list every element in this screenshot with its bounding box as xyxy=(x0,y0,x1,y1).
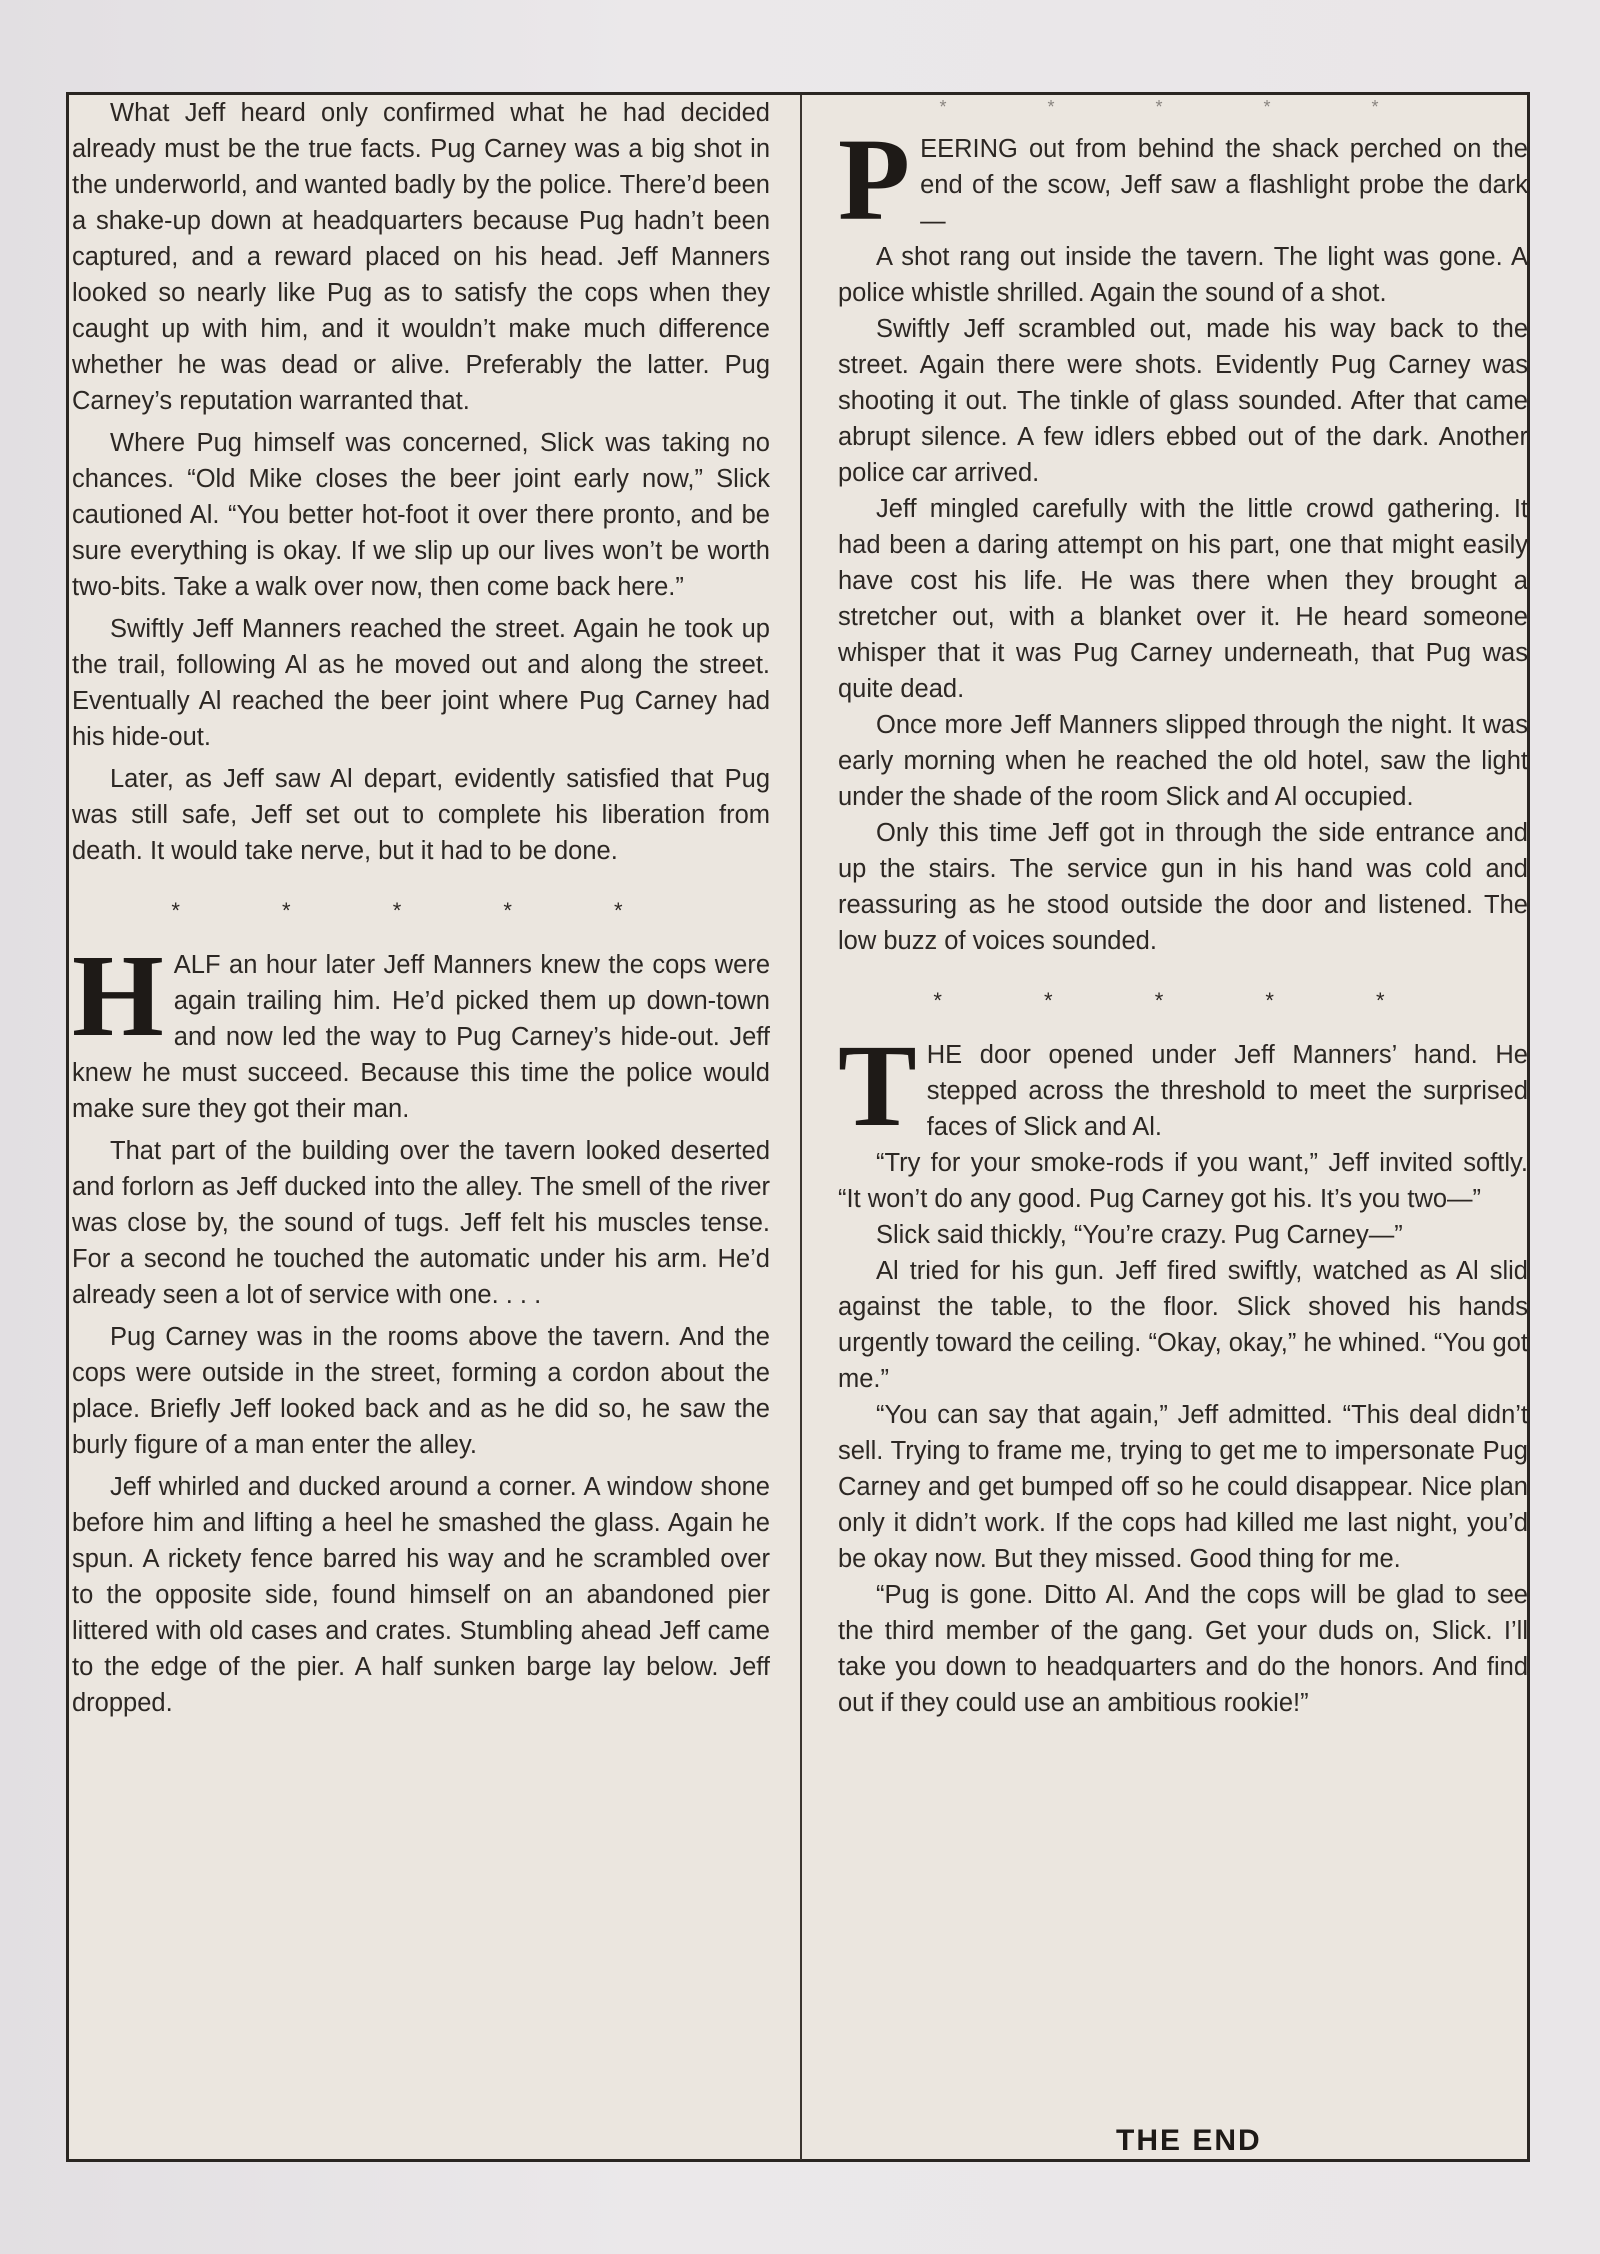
paragraph: Later, as Jeff saw Al depart, evidently satisfied that Pug was still safe, Jeff set out to complete his liberation from death. It would take nerve, but it had to be done. xyxy=(72,765,770,865)
paragraph: Pug Carney was in the rooms above the tavern. And the cops were outside in the street, forming a cordon about the place. Briefly Jeff looked back and as he did so, he saw the burly figure of a man enter the alley. xyxy=(72,1323,770,1459)
paragraph: Al tried for his gun. Jeff fired swiftly, watched as Al slid against the table, to the floor. Slick shoved his hands urgently toward the ceiling. “Okay, okay,” he whined. “You got me.” xyxy=(838,1257,1528,1393)
paragraph: “Pug is gone. Ditto Al. And the cops will be glad to see the third member of the gang. Get your duds on, Slick. I’ll take you down to headquarters and do the honors. And find out if they could use an ambitious rookie!” xyxy=(838,1581,1528,1717)
left-column xyxy=(72,95,770,1721)
drop-cap: H xyxy=(72,930,164,1061)
drop-cap: P xyxy=(838,114,911,245)
dropcap-paragraph xyxy=(838,1020,1528,1151)
paragraph: Jeff whirled and ducked around a corner. A window shone before him and lifting a heel he smashed the glass. Again he spun. A rickety fence barred his way and he scrambled over to the opposite side, found himself on an abandoned pier littered with old cases and crates. Stumbling ahead Jeff came to the edge of the pier. A half sunken barge lay below. Jeff dropped. xyxy=(72,1473,770,1717)
right-column xyxy=(838,95,1528,1721)
paragraph-text: ALF an hour later Jeff Manners knew the cops were again trailing him. He’d picked them up down-town and now led the way to Pug Carney’s hide-out. Jeff knew he must succeed. Because this time the police would make sure they got their man. xyxy=(72,951,770,1123)
paragraph: Once more Jeff Manners slipped through the night. It was early morning when he reached the old hotel, saw the light under the shade of the room Slick and Al occupied. xyxy=(838,711,1528,811)
dropcap-paragraph xyxy=(838,114,1528,245)
drop-cap: T xyxy=(838,1020,917,1151)
the-end-label: THE END xyxy=(1116,2124,1262,2157)
paragraph-text: EERING out from behind the shack perched on the end of the scow, Jeff saw a flashlight probe the dark— xyxy=(920,135,1528,235)
section-separator: * * * * * xyxy=(933,988,1433,1013)
paragraph: Slick said thickly, “You’re crazy. Pug Carney—” xyxy=(876,1221,1403,1249)
paragraph: That part of the building over the tavern looked deserted and forlorn as Jeff ducked into the alley. The smell of the river was close by, the sound of tugs. Jeff felt his muscles tense. For a second he touched the automatic under his arm. He’d already seen a lot of service with one. . . . xyxy=(72,1137,770,1309)
paragraph: “Try for your smoke-rods if you want,” Jeff invited softly. “It won’t do any good. Pug Carney got his. It’s you two—” xyxy=(838,1149,1528,1213)
paragraph: Swiftly Jeff scrambled out, made his way back to the street. Again there were shots. Evidently Pug Carney was shooting it out. The tinkle of glass sounded. After that came abrupt silence. A few idlers ebbed out of the dark. Another police car arrived. xyxy=(838,315,1528,487)
paragraph: Where Pug himself was concerned, Slick was taking no chances. “Old Mike closes the beer joint early now,” Slick cautioned Al. “You better hot-foot it over there pronto, and be sure everything is okay. If we slip up our lives won’t be worth two-bits. Take a walk over now, then come back here.” xyxy=(72,429,770,601)
paragraph: What Jeff heard only confirmed what he had decided already must be the true facts. Pug Carney was a big shot in the underworld, and wanted badly by the police. There’d been a shake-up down at headquarters because Pug hadn’t been captured, and a reward placed on his head. Jeff Manners looked so nearly like Pug as to satisfy the cops when they caught up with him, and it wouldn’t make much difference whether he was dead or alive. Preferably the latter. Pug Carney’s reputation warranted that. xyxy=(72,99,770,415)
paragraph: A shot rang out inside the tavern. The light was gone. A police whistle shrilled. Again the sound of a shot. xyxy=(838,243,1528,307)
section-separator: * * * * * xyxy=(171,898,671,923)
paragraph: Swiftly Jeff Manners reached the street. Again he took up the trail, following Al as he moved out and along the street. Eventually Al reached the beer joint where Pug Carney had his hide-out. xyxy=(72,615,770,751)
paragraph: “You can say that again,” Jeff admitted. “This deal didn’t sell. Trying to frame me, trying to get me to impersonate Pug Carney and get bumped off so he could disappear. Nice plan only it didn’t work. If the cops had killed me last night, you’d be okay now. But they missed. Good thing for me. xyxy=(838,1401,1528,1573)
paragraph: Jeff mingled carefully with the little crowd gathering. It had been a daring attempt on his part, one that might easily have cost his life. He was there when they brought a stretcher out, with a blanket over it. He heard someone whisper that it was Pug Carney underneath, that Pug was quite dead. xyxy=(838,495,1528,703)
dropcap-paragraph xyxy=(72,930,770,1127)
top-separator: * * * * * xyxy=(939,97,1427,117)
column-divider xyxy=(800,95,802,2160)
paragraph-text: HE door opened under Jeff Manners’ hand. He stepped across the threshold to meet the surprised faces of Slick and Al. xyxy=(926,1041,1528,1141)
paragraph: Only this time Jeff got in through the side entrance and up the stairs. The service gun in his hand was cold and reassuring as he stood outside the door and listened. The low buzz of voices sounded. xyxy=(838,819,1528,955)
